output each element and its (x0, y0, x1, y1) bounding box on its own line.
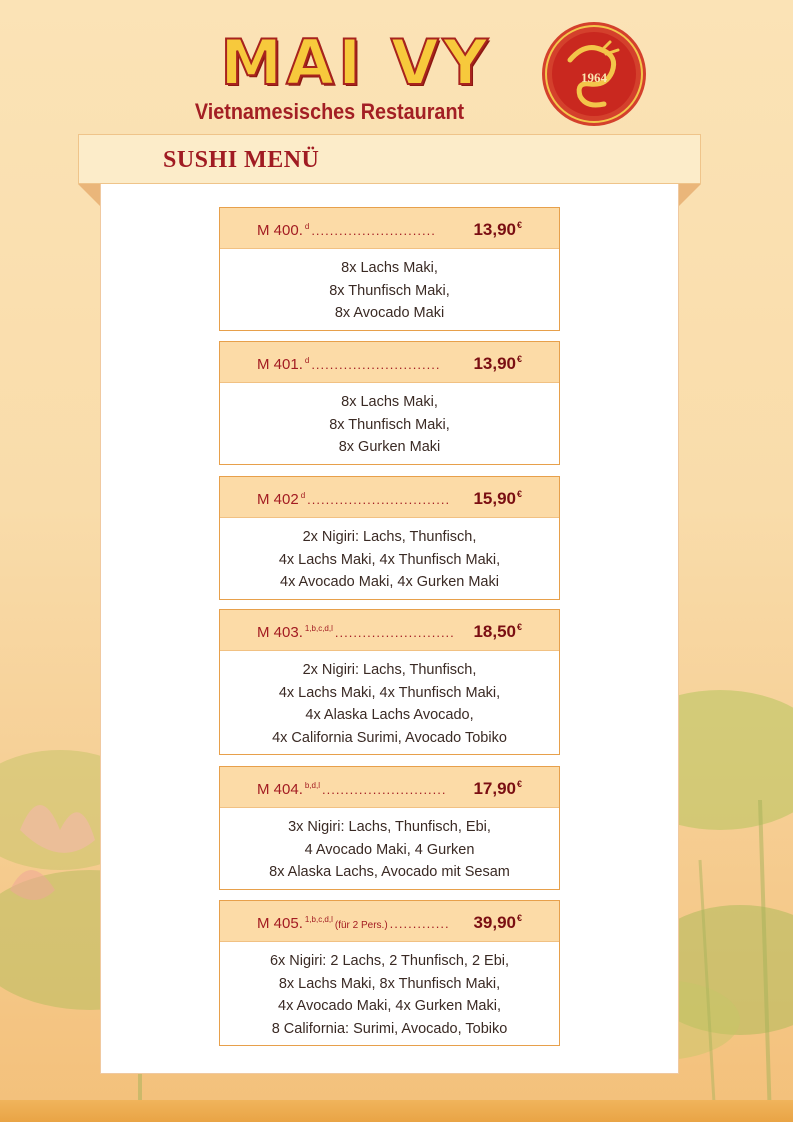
description-line: 8x Lachs Maki, 8x Thunfisch Maki, (278, 975, 501, 992)
description-line: 6x Nigiri: 2 Lachs, 2 Thunfisch, 2 Ebi, (269, 953, 510, 969)
menu-item-description (220, 942, 559, 1040)
menu-item-code (257, 915, 450, 932)
menu-item-code (257, 624, 455, 641)
menu-item-description (220, 383, 559, 459)
menu-item-m404 (219, 766, 560, 890)
allergen-codes: d (304, 222, 310, 231)
menu-item-m400 (219, 207, 560, 331)
menu-item-description (220, 518, 559, 594)
leader-dots: ............................ (311, 357, 441, 372)
menu-item-header (220, 610, 559, 651)
menu-item-price (473, 913, 522, 933)
currency-symbol: € (516, 913, 522, 923)
leader-dots: ............................... (307, 492, 451, 507)
menu-item-code (257, 491, 450, 508)
menu-item-m401 (219, 341, 560, 465)
leader-dots: ............. (389, 916, 450, 931)
allergen-codes: 1,b,c,d,l (304, 624, 333, 633)
ribbon-fold-left (78, 184, 100, 206)
item-number: M 403. (257, 624, 303, 641)
leader-dots: ........................... (321, 782, 447, 797)
description-line: 8x Lachs Maki, (341, 260, 438, 276)
menu-item-header (220, 208, 559, 249)
description-line: 8x Lachs Maki, (341, 394, 438, 410)
price-value: 17,90 (473, 779, 516, 798)
restaurant-logo-title: MAI VY (220, 26, 492, 99)
serving-note: (für 2 Pers.) (334, 920, 388, 931)
menu-item-description (220, 808, 559, 884)
price-value: 18,50 (473, 622, 516, 641)
menu-item-header (220, 477, 559, 518)
allergen-codes: d (304, 356, 310, 365)
bottom-band (0, 1100, 793, 1122)
description-line: 8x Gurken Maki (338, 439, 441, 455)
price-value: 15,90 (473, 489, 516, 508)
menu-item-price (473, 220, 522, 240)
restaurant-subtitle: Vietnamesisches Restaurant (194, 99, 465, 124)
description-line: 8x Thunfisch Maki, (329, 282, 450, 299)
ribbon-fold-right (679, 184, 701, 206)
currency-symbol: € (516, 489, 522, 499)
description-line: 8 California: Surimi, Avocado, Tobiko (271, 1020, 508, 1037)
seal-year: 1964 (581, 70, 607, 85)
allergen-codes: d (300, 491, 306, 500)
currency-symbol: € (516, 779, 522, 789)
menu-item-description (220, 249, 559, 325)
currency-symbol: € (516, 622, 522, 632)
description-line: 2x Nigiri: Lachs, Thunfisch, (302, 662, 477, 678)
description-line: 4x California Surimi, Avocado Tobiko (272, 729, 507, 746)
section-title: SUSHI MENÜ (163, 147, 320, 173)
item-number: M 401. (257, 356, 303, 373)
leader-dots: ........................... (311, 223, 436, 238)
menu-item-price (473, 354, 522, 374)
description-line: 8x Thunfisch Maki, (329, 416, 450, 433)
description-line: 8x Avocado Maki (334, 305, 445, 321)
description-line: 3x Nigiri: Lachs, Thunfisch, Ebi, (288, 819, 491, 835)
currency-symbol: € (516, 220, 522, 230)
leader-dots: .......................... (334, 625, 455, 640)
price-value: 13,90 (473, 354, 516, 373)
allergen-codes: 1,b,c,d,l (304, 915, 333, 924)
item-number: M 400. (257, 222, 303, 239)
description-line: 4x Alaska Lachs Avocado, (305, 707, 474, 723)
menu-item-price (473, 779, 522, 799)
description-line: 2x Nigiri: Lachs, Thunfisch, (302, 529, 477, 545)
description-line: 8x Alaska Lachs, Avocado mit Sesam (269, 864, 510, 880)
menu-item-header (220, 767, 559, 808)
dragon-seal-logo (540, 20, 648, 128)
menu-item-m402 (219, 476, 560, 600)
menu-item-m403 (219, 609, 560, 755)
menu-item-m405 (219, 900, 560, 1046)
description-line: 4x Lachs Maki, 4x Thunfisch Maki, (278, 684, 501, 701)
price-value: 13,90 (473, 220, 516, 239)
description-line: 4x Avocado Maki, 4x Gurken Maki (280, 574, 499, 590)
menu-item-description (220, 651, 559, 749)
description-line: 4x Avocado Maki, 4x Gurken Maki, (278, 998, 501, 1014)
menu-item-code (257, 222, 436, 239)
description-line: 4x Lachs Maki, 4x Thunfisch Maki, (278, 551, 501, 568)
menu-item-code (257, 781, 447, 798)
currency-symbol: € (516, 354, 522, 364)
description-line: 4 Avocado Maki, 4 Gurken (304, 841, 475, 858)
menu-item-code (257, 356, 440, 373)
item-number: M 404. (257, 781, 303, 798)
allergen-codes: b,d,l (304, 781, 320, 790)
price-value: 39,90 (473, 913, 516, 932)
menu-item-price (473, 622, 522, 642)
menu-item-header (220, 342, 559, 383)
section-header-band (78, 134, 701, 184)
menu-item-price (473, 489, 522, 509)
item-number: M 402 (257, 491, 299, 508)
menu-item-header (220, 901, 559, 942)
item-number: M 405. (257, 915, 303, 932)
